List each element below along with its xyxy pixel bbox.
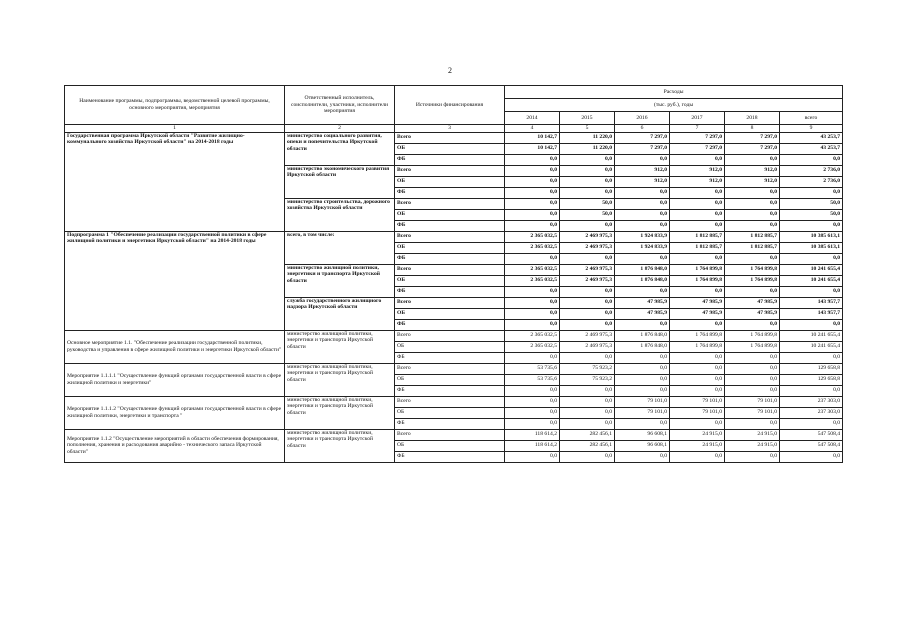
amount-cell: 143 957,7 <box>780 297 843 308</box>
amount-cell: 0,0 <box>560 154 615 165</box>
amount-cell: 47 985,9 <box>670 308 725 319</box>
amount-cell: 0,0 <box>670 418 725 429</box>
amount-cell: 7 297,0 <box>670 132 725 143</box>
table-row <box>65 231 843 242</box>
amount-cell: 0,0 <box>670 352 725 363</box>
funding-source: Всего <box>395 396 505 407</box>
amount-cell: 0,0 <box>505 396 560 407</box>
funding-source: ОБ <box>395 143 505 154</box>
amount-cell: 0,0 <box>780 187 843 198</box>
amount-cell: 0,0 <box>725 187 780 198</box>
program-name: Мероприятие 1.1.1.2 "Осуществление функций органами государственной власти в сфере жилищной политики, энергетики и транспорта " <box>65 396 285 429</box>
amount-cell: 0,0 <box>780 451 843 462</box>
amount-cell: 1 764 899,8 <box>725 275 780 286</box>
amount-cell: 2 469 975,3 <box>560 231 615 242</box>
amount-cell: 0,0 <box>560 308 615 319</box>
amount-cell: 0,0 <box>505 407 560 418</box>
amount-cell: 1 764 899,8 <box>725 341 780 352</box>
header-year: 2014 <box>505 112 560 125</box>
funding-source: ОБ <box>395 308 505 319</box>
amount-cell: 0,0 <box>780 418 843 429</box>
amount-cell: 0,0 <box>725 363 780 374</box>
amount-cell: 2 469 975,3 <box>560 275 615 286</box>
amount-cell: 143 957,7 <box>780 308 843 319</box>
funding-source: Всего <box>395 132 505 143</box>
amount-cell: 0,0 <box>670 187 725 198</box>
budget-table <box>64 85 843 463</box>
amount-cell: 0,0 <box>725 418 780 429</box>
amount-cell: 0,0 <box>615 385 670 396</box>
amount-cell: 1 876 848,0 <box>615 264 670 275</box>
amount-cell: 2 469 975,3 <box>560 330 615 341</box>
funding-source: ОБ <box>395 440 505 451</box>
amount-cell: 0,0 <box>505 176 560 187</box>
amount-cell: 1 764 899,8 <box>725 330 780 341</box>
amount-cell: 11 220,0 <box>560 132 615 143</box>
amount-cell: 129 658,8 <box>780 363 843 374</box>
amount-cell: 2 736,0 <box>780 176 843 187</box>
amount-cell: 0,0 <box>615 374 670 385</box>
amount-cell: 2 365 032,5 <box>505 264 560 275</box>
amount-cell: 24 915,0 <box>725 440 780 451</box>
amount-cell: 0,0 <box>615 220 670 231</box>
amount-cell: 0,0 <box>505 187 560 198</box>
amount-cell: 0,0 <box>505 165 560 176</box>
header-year: всего <box>780 112 843 125</box>
amount-cell: 0,0 <box>670 154 725 165</box>
amount-cell: 1 764 899,8 <box>670 341 725 352</box>
amount-cell: 912,0 <box>615 176 670 187</box>
amount-cell: 0,0 <box>560 385 615 396</box>
amount-cell: 0,0 <box>505 286 560 297</box>
amount-cell: 0,0 <box>725 209 780 220</box>
funding-source: ОБ <box>395 242 505 253</box>
column-index: 4 <box>505 125 560 133</box>
amount-cell: 75 923,2 <box>560 374 615 385</box>
amount-cell: 7 297,0 <box>615 143 670 154</box>
amount-cell: 1 764 899,8 <box>670 264 725 275</box>
header-executor: Ответственный исполнитель, соисполнители, участники, исполнители мероприятия <box>285 86 395 125</box>
amount-cell: 0,0 <box>505 451 560 462</box>
amount-cell: 118 614,2 <box>505 429 560 440</box>
amount-cell: 96 608,1 <box>615 440 670 451</box>
funding-source: Всего <box>395 264 505 275</box>
amount-cell: 50,0 <box>560 209 615 220</box>
table-row <box>65 330 843 341</box>
executor-name: министерство жилищной политики, энергетики и транспорта Иркутской области <box>285 330 395 363</box>
amount-cell: 0,0 <box>780 253 843 264</box>
amount-cell: 0,0 <box>670 451 725 462</box>
amount-cell: 0,0 <box>505 209 560 220</box>
column-index: 7 <box>670 125 725 133</box>
amount-cell: 2 365 032,5 <box>505 330 560 341</box>
funding-source: Всего <box>395 231 505 242</box>
executor-name: министерство жилищной политики, энергетики и транспорта Иркутской области <box>285 429 395 462</box>
funding-source: ФБ <box>395 220 505 231</box>
amount-cell: 0,0 <box>725 253 780 264</box>
amount-cell: 47 985,9 <box>725 297 780 308</box>
funding-source: Всего <box>395 297 505 308</box>
amount-cell: 0,0 <box>725 286 780 297</box>
amount-cell: 0,0 <box>560 220 615 231</box>
amount-cell: 2 469 975,3 <box>560 341 615 352</box>
amount-cell: 53 735,6 <box>505 363 560 374</box>
amount-cell: 0,0 <box>560 407 615 418</box>
executor-name: министерство строительства, дорожного хозяйства Иркутской области <box>285 198 395 231</box>
funding-source: Всего <box>395 165 505 176</box>
amount-cell: 0,0 <box>560 319 615 330</box>
amount-cell: 1 764 899,8 <box>725 264 780 275</box>
amount-cell: 2 365 032,5 <box>505 242 560 253</box>
funding-source: ФБ <box>395 451 505 462</box>
amount-cell: 1 812 885,7 <box>670 231 725 242</box>
funding-source: ФБ <box>395 253 505 264</box>
amount-cell: 0,0 <box>615 352 670 363</box>
amount-cell: 0,0 <box>615 198 670 209</box>
executor-name: министерство социального развития, опеки и попечительства Иркутской области <box>285 132 395 165</box>
amount-cell: 0,0 <box>725 154 780 165</box>
program-name: Подпрограмма 1 "Обеспечение реализации государственной политики в сфере жилищной политики и энергетики Иркутской области" на 2014-2018 годы <box>65 231 285 330</box>
header-year: 2016 <box>615 112 670 125</box>
table-row <box>65 429 843 440</box>
amount-cell: 0,0 <box>725 220 780 231</box>
amount-cell: 53 735,6 <box>505 374 560 385</box>
amount-cell: 0,0 <box>560 187 615 198</box>
funding-source: ФБ <box>395 286 505 297</box>
page-number: 2 <box>448 66 452 75</box>
amount-cell: 0,0 <box>615 319 670 330</box>
program-name: Основное мероприятие 1.1. "Обеспечение реализации государственной политики, руководства и управления в сфере жилищной политики и энергетики Иркутской области" <box>65 330 285 363</box>
amount-cell: 1 812 885,7 <box>670 242 725 253</box>
header-name: Наименование программы, подпрограммы, ведомственной целевой программы, основного мероприятия, мероприятия <box>65 86 285 125</box>
amount-cell: 0,0 <box>615 187 670 198</box>
amount-cell: 0,0 <box>780 154 843 165</box>
amount-cell: 79 101,0 <box>615 407 670 418</box>
amount-cell: 0,0 <box>670 363 725 374</box>
amount-cell: 24 915,0 <box>670 429 725 440</box>
funding-source: ФБ <box>395 385 505 396</box>
amount-cell: 79 101,0 <box>670 396 725 407</box>
amount-cell: 1 764 899,8 <box>670 275 725 286</box>
amount-cell: 0,0 <box>560 396 615 407</box>
amount-cell: 0,0 <box>615 418 670 429</box>
amount-cell: 0,0 <box>725 385 780 396</box>
funding-source: Всего <box>395 363 505 374</box>
executor-name: министерство жилищной политики, энергетики и транспорта Иркутской области <box>285 396 395 429</box>
amount-cell: 2 469 975,3 <box>560 242 615 253</box>
executor-name: министерство жилищной политики, энергетики и транспорта Иркутской области <box>285 363 395 396</box>
executor-name: министерство экономического развития Иркутской области <box>285 165 395 198</box>
funding-source: ФБ <box>395 418 505 429</box>
amount-cell: 1 876 848,0 <box>615 330 670 341</box>
amount-cell: 79 101,0 <box>670 407 725 418</box>
amount-cell: 0,0 <box>615 253 670 264</box>
amount-cell: 10 142,7 <box>505 132 560 143</box>
funding-source: Всего <box>395 330 505 341</box>
amount-cell: 0,0 <box>670 220 725 231</box>
amount-cell: 1 924 833,9 <box>615 231 670 242</box>
amount-cell: 0,0 <box>670 385 725 396</box>
amount-cell: 0,0 <box>615 209 670 220</box>
amount-cell: 47 985,9 <box>670 297 725 308</box>
header-expenses: Расходы <box>505 86 843 99</box>
table-row <box>65 363 843 374</box>
amount-cell: 0,0 <box>505 198 560 209</box>
amount-cell: 237 303,0 <box>780 407 843 418</box>
funding-source: ОБ <box>395 275 505 286</box>
column-index: 5 <box>560 125 615 133</box>
amount-cell: 118 614,2 <box>505 440 560 451</box>
amount-cell: 912,0 <box>670 165 725 176</box>
column-index: 8 <box>725 125 780 133</box>
amount-cell: 282 456,1 <box>560 429 615 440</box>
amount-cell: 0,0 <box>505 308 560 319</box>
amount-cell: 0,0 <box>560 451 615 462</box>
funding-source: ФБ <box>395 352 505 363</box>
amount-cell: 0,0 <box>505 385 560 396</box>
header-source: Источники финансирования <box>395 86 505 125</box>
executor-name: министерство жилищной политики, энергетики и транспорта Иркутской области <box>285 264 395 297</box>
amount-cell: 79 101,0 <box>725 407 780 418</box>
column-index: 2 <box>285 125 395 133</box>
amount-cell: 50,0 <box>780 198 843 209</box>
amount-cell: 0,0 <box>670 319 725 330</box>
amount-cell: 547 508,4 <box>780 440 843 451</box>
amount-cell: 912,0 <box>670 176 725 187</box>
executor-name: всего, в том числе: <box>285 231 395 264</box>
header-units: (тыс. руб.), годы <box>505 99 843 112</box>
amount-cell: 11 220,0 <box>560 143 615 154</box>
amount-cell: 0,0 <box>725 352 780 363</box>
amount-cell: 0,0 <box>670 198 725 209</box>
amount-cell: 0,0 <box>560 176 615 187</box>
amount-cell: 0,0 <box>505 154 560 165</box>
amount-cell: 0,0 <box>670 286 725 297</box>
amount-cell: 0,0 <box>780 319 843 330</box>
amount-cell: 47 985,9 <box>725 308 780 319</box>
amount-cell: 50,0 <box>560 198 615 209</box>
amount-cell: 0,0 <box>505 220 560 231</box>
amount-cell: 912,0 <box>725 165 780 176</box>
amount-cell: 47 985,9 <box>615 308 670 319</box>
amount-cell: 547 508,4 <box>780 429 843 440</box>
amount-cell: 10 241 655,4 <box>780 275 843 286</box>
amount-cell: 0,0 <box>725 319 780 330</box>
amount-cell: 0,0 <box>780 385 843 396</box>
funding-source: ОБ <box>395 176 505 187</box>
amount-cell: 7 297,0 <box>670 143 725 154</box>
amount-cell: 0,0 <box>670 209 725 220</box>
amount-cell: 1 876 848,0 <box>615 275 670 286</box>
header-year: 2015 <box>560 112 615 125</box>
amount-cell: 0,0 <box>670 253 725 264</box>
amount-cell: 10 241 655,4 <box>780 330 843 341</box>
amount-cell: 7 297,0 <box>725 132 780 143</box>
amount-cell: 912,0 <box>615 165 670 176</box>
executor-name: служба государственного жилищного надзора Иркутской области <box>285 297 395 330</box>
funding-source: ОБ <box>395 407 505 418</box>
column-index: 1 <box>65 125 285 133</box>
funding-source: ФБ <box>395 319 505 330</box>
amount-cell: 0,0 <box>670 374 725 385</box>
amount-cell: 0,0 <box>725 451 780 462</box>
amount-cell: 1 924 833,9 <box>615 242 670 253</box>
amount-cell: 237 303,0 <box>780 396 843 407</box>
amount-cell: 10 385 613,1 <box>780 231 843 242</box>
amount-cell: 50,0 <box>780 209 843 220</box>
amount-cell: 7 297,0 <box>725 143 780 154</box>
amount-cell: 1 876 848,0 <box>615 341 670 352</box>
amount-cell: 0,0 <box>560 165 615 176</box>
funding-source: ОБ <box>395 341 505 352</box>
amount-cell: 912,0 <box>725 176 780 187</box>
amount-cell: 2 736,0 <box>780 165 843 176</box>
table-row <box>65 132 843 143</box>
amount-cell: 79 101,0 <box>725 396 780 407</box>
amount-cell: 0,0 <box>615 451 670 462</box>
amount-cell: 0,0 <box>615 363 670 374</box>
amount-cell: 282 456,1 <box>560 440 615 451</box>
amount-cell: 0,0 <box>725 198 780 209</box>
amount-cell: 96 608,1 <box>615 429 670 440</box>
table-row <box>65 396 843 407</box>
amount-cell: 0,0 <box>560 297 615 308</box>
amount-cell: 43 253,7 <box>780 143 843 154</box>
amount-cell: 0,0 <box>505 319 560 330</box>
amount-cell: 1 812 885,7 <box>725 231 780 242</box>
amount-cell: 0,0 <box>505 297 560 308</box>
amount-cell: 2 469 975,3 <box>560 264 615 275</box>
funding-source: Всего <box>395 429 505 440</box>
amount-cell: 0,0 <box>560 352 615 363</box>
amount-cell: 10 241 655,4 <box>780 341 843 352</box>
amount-cell: 0,0 <box>505 352 560 363</box>
amount-cell: 10 142,7 <box>505 143 560 154</box>
amount-cell: 10 241 655,4 <box>780 264 843 275</box>
amount-cell: 75 923,2 <box>560 363 615 374</box>
program-name: Государственная программа Иркутской области "Развитие жилищно-коммунального хозяйства Иркутской области" на 2014-2018 годы <box>65 132 285 231</box>
program-name: Мероприятие 1.1.2 "Осуществление мероприятий в области обеспечения формирования, пополнения, хранения и расходования аварийно - технического запаса Иркутской области" <box>65 429 285 462</box>
amount-cell: 0,0 <box>780 352 843 363</box>
amount-cell: 1 764 899,8 <box>670 330 725 341</box>
funding-source: Всего <box>395 198 505 209</box>
amount-cell: 2 365 032,5 <box>505 231 560 242</box>
amount-cell: 0,0 <box>505 253 560 264</box>
amount-cell: 47 985,9 <box>615 297 670 308</box>
amount-cell: 43 253,7 <box>780 132 843 143</box>
amount-cell: 7 297,0 <box>615 132 670 143</box>
funding-source: ОБ <box>395 209 505 220</box>
header-year: 2017 <box>670 112 725 125</box>
amount-cell: 24 915,0 <box>670 440 725 451</box>
amount-cell: 0,0 <box>780 286 843 297</box>
header-year: 2018 <box>725 112 780 125</box>
funding-source: ФБ <box>395 187 505 198</box>
amount-cell: 0,0 <box>505 418 560 429</box>
amount-cell: 129 658,8 <box>780 374 843 385</box>
amount-cell: 10 385 613,1 <box>780 242 843 253</box>
amount-cell: 1 812 885,7 <box>725 242 780 253</box>
amount-cell: 0,0 <box>560 286 615 297</box>
column-index: 6 <box>615 125 670 133</box>
funding-source: ФБ <box>395 154 505 165</box>
amount-cell: 2 365 032,5 <box>505 275 560 286</box>
amount-cell: 24 915,0 <box>725 429 780 440</box>
program-name: Мероприятие 1.1.1.1 "Осуществление функций органами государственной власти в сфере жилищной политики и энергетики" <box>65 363 285 396</box>
amount-cell: 0,0 <box>560 253 615 264</box>
amount-cell: 2 365 032,5 <box>505 341 560 352</box>
column-index: 9 <box>780 125 843 133</box>
amount-cell: 0,0 <box>560 418 615 429</box>
amount-cell: 79 101,0 <box>615 396 670 407</box>
amount-cell: 0,0 <box>615 154 670 165</box>
amount-cell: 0,0 <box>725 374 780 385</box>
amount-cell: 0,0 <box>780 220 843 231</box>
amount-cell: 0,0 <box>615 286 670 297</box>
column-index: 3 <box>395 125 505 133</box>
funding-source: ОБ <box>395 374 505 385</box>
